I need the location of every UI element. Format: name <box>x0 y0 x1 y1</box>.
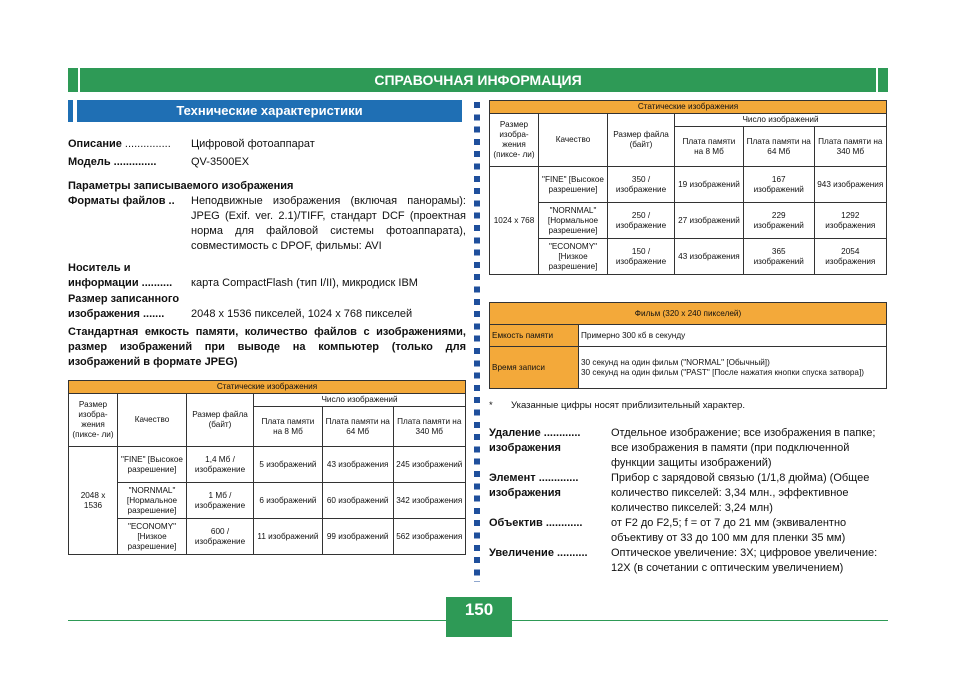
model-label: Модель <box>68 156 111 168</box>
header-right-block <box>878 68 888 92</box>
col-filesize: Размер файла (байт) <box>187 394 254 447</box>
resolution-cell: 2048 x 1536 <box>69 447 118 555</box>
film-caption: Фильм (320 x 240 пикселей) <box>490 303 887 325</box>
quality-cell: "FINE" [Высокое разрешение] <box>118 447 187 483</box>
count-cell: 43 изображения <box>322 447 393 483</box>
spec-sensor <box>489 471 889 516</box>
film-time-line2: 30 секунд на один фильм ("PAST" [После нажатия кнопки спуска затвора]) <box>581 367 864 377</box>
col-card3: Плата памяти на 340 Мб <box>814 127 886 167</box>
col-card2: Плата памяти на 64 Мб <box>322 407 393 447</box>
count-cell: 342 изображения <box>393 483 465 519</box>
description-label: Описание <box>68 138 122 150</box>
col-card1: Плата памяти на 8 Мб <box>254 407 323 447</box>
film-capacity-label: Емкость памяти <box>490 325 579 347</box>
page-number: 150 <box>446 597 512 637</box>
count-cell: 2054 изображения <box>814 239 886 275</box>
table-right-caption: Статические изображения <box>490 101 887 114</box>
spec-formats <box>68 194 466 254</box>
media-dots: .......... <box>138 277 173 289</box>
header-title: СПРАВОЧНАЯ ИНФОРМАЦИЯ <box>80 68 876 92</box>
table-left-caption: Статические изображения <box>69 381 466 394</box>
count-cell: 167 изображений <box>743 167 814 203</box>
filesize-cell: 350 / изображение <box>608 167 675 203</box>
footnote <box>489 400 887 411</box>
params-heading: Параметры записываемого изображения <box>68 180 294 192</box>
left-specs <box>68 137 466 370</box>
filesize-cell: 1 Мб / изображение <box>187 483 254 519</box>
size-label-1: Размер записанного <box>68 293 180 305</box>
sensor-label: Элемент ............. изображения <box>489 472 579 499</box>
count-cell: 11 изображений <box>254 519 323 555</box>
film-time-value <box>579 347 887 389</box>
section-bar-edge <box>68 100 73 122</box>
col-quality: Качество <box>539 114 608 167</box>
film-time-line1: 30 секунд на один фильм ("NORMAL" [Обычный]) <box>581 357 770 367</box>
spec-lens <box>489 516 889 546</box>
size-label-2: изображения <box>68 308 140 320</box>
quality-cell: "NORNMAL" [Нормальное разрешение] <box>118 483 187 519</box>
header-left-block <box>68 68 78 92</box>
count-cell: 1292 изображения <box>814 203 886 239</box>
media-value: карта CompactFlash (тип I/II), микродиск IBM <box>191 277 418 289</box>
count-cell: 5 изображений <box>254 447 323 483</box>
sensor-value: Прибор с зарядовой связью (1/1,8 дюйма) (Общее количество пикселей: 3,34 млн., эффективное количество пикселей: 3,24 млн) <box>611 472 870 514</box>
resolution-cell: 1024 x 768 <box>490 167 539 275</box>
section-title: Технические характеристики <box>77 100 462 122</box>
table-right <box>489 100 887 275</box>
film-time-label: Время записи <box>490 347 579 389</box>
spec-deletion <box>489 426 889 471</box>
count-cell: 943 изображения <box>814 167 886 203</box>
film-table <box>489 302 887 389</box>
filesize-cell: 250 / изображение <box>608 203 675 239</box>
zoom-value: Оптическое увеличение: 3X; цифровое увеличение: 12X (в сочетании с оптическим увеличением) <box>611 547 878 574</box>
count-cell: 562 изображения <box>393 519 465 555</box>
lens-value: от F2 до F2,5; f = от 7 до 21 мм (эквивалентно объективу от 33 до 100 мм для пленки 35 мм) <box>611 517 847 544</box>
col-count: Число изображений <box>675 114 887 127</box>
filesize-cell: 600 / изображение <box>187 519 254 555</box>
count-cell: 6 изображений <box>254 483 323 519</box>
model-value: QV-3500EX <box>191 156 250 168</box>
footnote-star: * <box>489 400 493 411</box>
filesize-cell: 1,4 Мб / изображение <box>187 447 254 483</box>
spec-zoom <box>489 546 889 576</box>
count-cell: 365 изображений <box>743 239 814 275</box>
col-quality: Качество <box>118 394 187 447</box>
quality-cell: "ECONOMY" [Низкое разрешение] <box>539 239 608 275</box>
formats-value: Неподвижные изображения (включая панорамы): JPEG (Exif. ver. 2.1)/TIFF, стандарт DCF (проектная норма для файловой системы фотоаппарата), совместимость с DPOF, фильмы: AVI <box>191 195 466 252</box>
quality-cell: "ECONOMY" [Низкое разрешение] <box>118 519 187 555</box>
col-card3: Плата памяти на 340 Мб <box>393 407 465 447</box>
count-cell: 27 изображений <box>675 203 744 239</box>
spec-size <box>68 307 466 322</box>
deletion-value: Отдельное изображение; все изображения в папке; все изображения в памяти (при подключенной функции защиты изображений) <box>611 427 876 469</box>
count-cell: 43 изображения <box>675 239 744 275</box>
deletion-label: Удаление ............ изображения <box>489 427 581 454</box>
col-card1: Плата памяти на 8 Мб <box>675 127 744 167</box>
media-label-2: информации <box>68 277 139 289</box>
size-value: 2048 x 1536 пикселей, 1024 x 768 пикселей <box>191 308 413 320</box>
description-value: Цифровой фотоаппарат <box>191 138 315 150</box>
col-size: Размер изобра- жения (пиксе- ли) <box>69 394 118 447</box>
capacity-heading: Стандартная емкость памяти, количество файлов с изображениями, размер изображений при выводе на компьютер (только для изображений в формате JPEG) <box>68 326 466 368</box>
section-bar <box>68 100 462 122</box>
right-specs <box>489 426 889 576</box>
count-cell: 229 изображений <box>743 203 814 239</box>
filesize-cell: 150 / изображение <box>608 239 675 275</box>
film-capacity-value: Примерно 300 кб в секунду <box>579 325 887 347</box>
spec-model <box>68 155 466 170</box>
header-bar <box>68 68 888 92</box>
count-cell: 99 изображений <box>322 519 393 555</box>
table-left <box>68 380 466 555</box>
col-size: Размер изобра- жения (пиксе- ли) <box>490 114 539 167</box>
media-label-1: Носитель и <box>68 262 131 274</box>
column-divider-dots <box>474 102 480 582</box>
spec-description <box>68 137 466 152</box>
count-cell: 60 изображений <box>322 483 393 519</box>
formats-label: Форматы файлов .. <box>68 195 175 207</box>
col-card2: Плата памяти на 64 Мб <box>743 127 814 167</box>
model-dots: .............. <box>110 156 157 168</box>
spec-media <box>68 276 466 291</box>
quality-cell: "NORNMAL" [Нормальное разрешение] <box>539 203 608 239</box>
col-filesize: Размер файла (байт) <box>608 114 675 167</box>
quality-cell: "FINE" [Высокое разрешение] <box>539 167 608 203</box>
count-cell: 19 изображений <box>675 167 744 203</box>
description-dots: ............... <box>121 138 171 150</box>
size-dots: ....... <box>139 308 165 320</box>
zoom-label: Увеличение .......... <box>489 547 588 559</box>
footnote-text: Указанные цифры носят приблизительный характер. <box>511 400 745 411</box>
count-cell: 245 изображений <box>393 447 465 483</box>
lens-label: Объектив ............ <box>489 517 583 529</box>
col-count: Число изображений <box>254 394 466 407</box>
